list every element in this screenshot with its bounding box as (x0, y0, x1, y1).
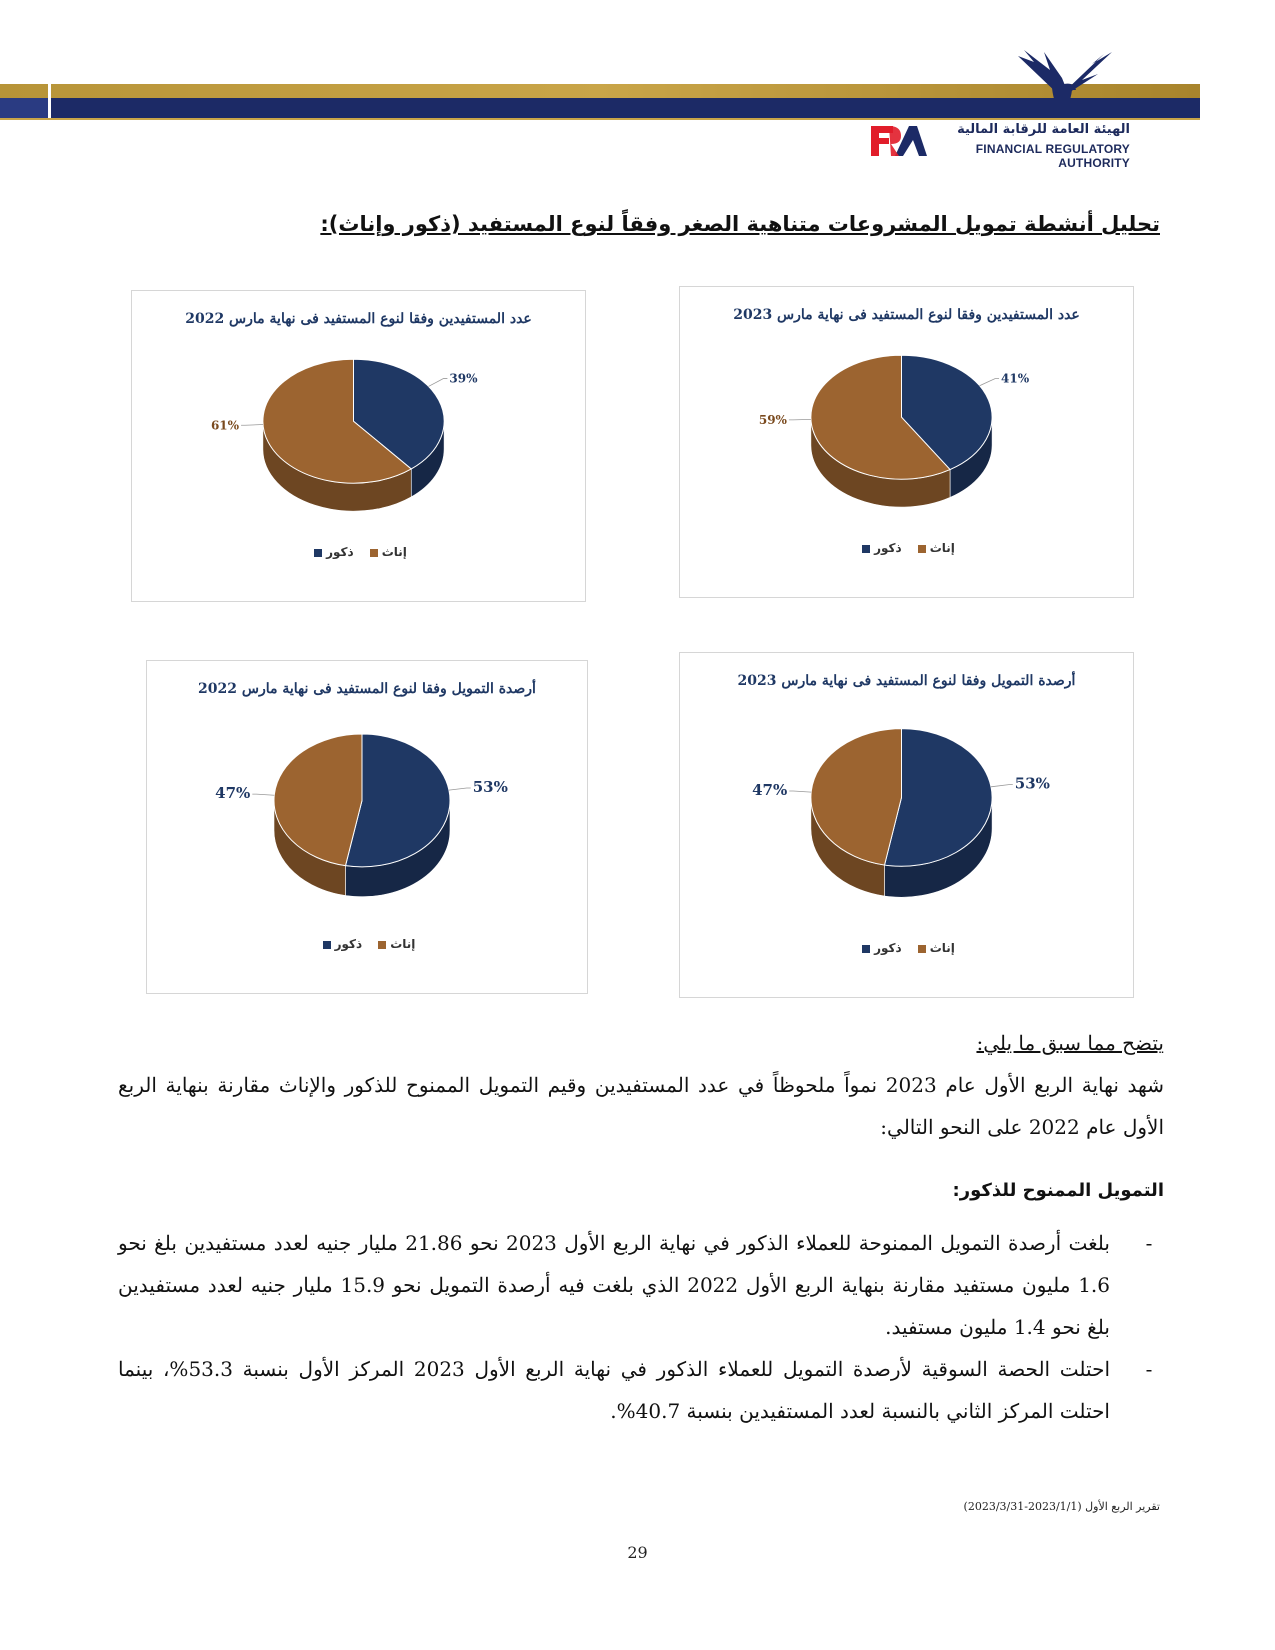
bullet-dash: - (1145, 1357, 1153, 1381)
legend-item (914, 541, 955, 555)
data-label-male: 53% (1014, 774, 1050, 793)
eagle-logo-icon (1000, 48, 1120, 120)
legend-swatch (314, 549, 322, 557)
chart-title: عدد المستفيدين وفقا لنوع المستفيد فى نهاية مارس 2022 (185, 311, 532, 327)
page-number: 29 (627, 1543, 648, 1562)
legend-swatch (370, 549, 378, 557)
chart-legend (132, 545, 585, 559)
leader-line (252, 794, 274, 795)
legend-item (366, 545, 407, 559)
bullet-text: بلغت أرصدة التمويل الممنوحة للعملاء الذكور في نهاية الربع الأول 2023 نحو 21.86 مليار جنيه لعدد مستفيدين بلغ نحو 1.6 مليون مستفيد مقارنة بنهاية الربع الأول 2022 الذي بلغت فيه أرصدة التمويل نحو 15.9 مليار جنيه لعدد مستفيدين بلغ نحو 1.4 مليون مستفيد. (118, 1231, 1110, 1339)
leader-line (449, 788, 471, 790)
legend-label: إناث (929, 541, 955, 555)
chart-balances-2022 (146, 660, 588, 994)
data-label-male: 39% (449, 371, 478, 386)
bullet-dash: - (1145, 1231, 1153, 1255)
org-name-en: FINANCIAL REGULATORY AUTHORITY (975, 142, 1130, 170)
bullet-item (118, 1222, 1164, 1348)
org-name-ar: الهيئة العامة للرقابة المالية (957, 122, 1130, 137)
chart-beneficiaries-2023 (679, 286, 1134, 598)
legend-item (374, 937, 415, 951)
intro-heading (118, 1022, 1164, 1064)
bullet-text: احتلت الحصة السوقية لأرصدة التمويل للعملاء الذكور في نهاية الربع الأول 2023 المركز الأول بنسبة 53.3%، بينما احتلت المركز الثاني بالنسبة لعدد المستفيدين بنسبة 40.7%. (118, 1357, 1110, 1423)
legend-swatch (918, 545, 926, 553)
section-title: تحليل أنشطة تمويل المشروعات متناهية الصغر وفقاً لنوع المستفيد (ذكور وإناث): (320, 212, 1160, 236)
data-label-female: 47% (215, 784, 251, 803)
chart-title: عدد المستفيدين وفقا لنوع المستفيد فى نهاية مارس 2023 (733, 307, 1080, 323)
chart-title: أرصدة التمويل وفقا لنوع المستفيد فى نهاية مارس 2022 (198, 681, 536, 697)
legend-item (914, 941, 955, 955)
chart-legend (680, 941, 1133, 955)
data-label-male: 41% (1001, 371, 1030, 386)
legend-item (858, 541, 902, 555)
leader-line (429, 379, 448, 387)
data-label-female: 61% (210, 418, 240, 433)
legend-label: إناث (390, 937, 416, 951)
legend-label: ذكور (874, 941, 902, 955)
legend-label: ذكور (874, 541, 902, 555)
chart-legend (680, 541, 1133, 555)
chart-legend (147, 937, 587, 951)
legend-item (858, 941, 902, 955)
chart-beneficiaries-2022 (131, 290, 586, 602)
data-label-male: 53% (472, 777, 508, 796)
leader-line (241, 425, 263, 426)
fra-logo-icon (871, 124, 927, 158)
legend-swatch (862, 945, 870, 953)
data-label-female: 47% (752, 781, 788, 800)
leader-line (980, 379, 1000, 386)
male-heading: التمويل الممنوح للذكور: (952, 1180, 1164, 1201)
legend-label: ذكور (334, 937, 363, 951)
data-label-female: 59% (758, 412, 787, 427)
leader-line (789, 791, 811, 792)
legend-swatch (918, 945, 926, 953)
chart-balances-2023 (679, 652, 1134, 998)
legend-swatch (862, 545, 870, 553)
legend-label: إناث (381, 545, 407, 559)
intro-paragraph: شهد نهاية الربع الأول عام 2023 نمواً ملحوظاً في عدد المستفيدين وقيم التمويل الممنوح للذكور والإناث مقارنة بنهاية الربع الأول عام 2022 على النحو التالي: (118, 1073, 1164, 1139)
intro-heading-text: يتضح مما سبق ما يلي: (976, 1031, 1164, 1055)
chart-title: أرصدة التمويل وفقا لنوع المستفيد فى نهاية مارس 2023 (737, 673, 1076, 689)
footer-note: تقرير الربع الأول (2023/1/1-2023/3/31) (963, 1500, 1160, 1513)
legend-label: ذكور (326, 545, 354, 559)
legend-label: إناث (929, 941, 955, 955)
bullet-item (118, 1348, 1164, 1432)
legend-swatch (323, 941, 331, 949)
legend-item (319, 937, 363, 951)
legend-item (310, 545, 354, 559)
legend-swatch (378, 941, 386, 949)
leader-line (991, 785, 1013, 787)
